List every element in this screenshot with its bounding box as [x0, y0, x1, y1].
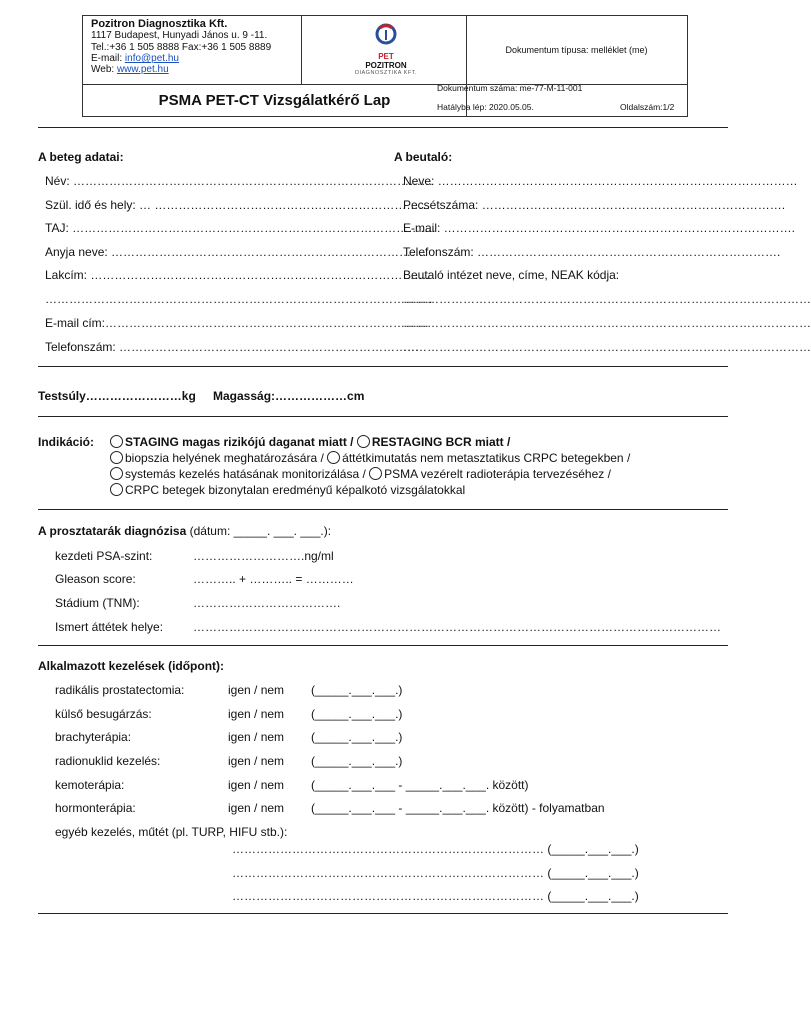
document-number: Dokumentum száma: me-77-M-11-001 — [437, 83, 583, 93]
treatment-date-field[interactable]: (_____.___.___.) — [311, 683, 403, 697]
treatment-yes-no[interactable]: igen / nem — [228, 778, 285, 792]
radio-metastasis[interactable] — [327, 451, 340, 464]
other-treatment-line[interactable]: …………………………………………………………………… (_____.___.___.) — [232, 866, 639, 880]
patient-heading: A beteg adatai: — [38, 150, 124, 164]
option-metastasis: áttétkimutatás nem metasztatikus CRPC betegekben / — [342, 451, 631, 465]
patient-mother-field[interactable]: Anyja neve: ……………………………………………………………………. — [45, 245, 427, 259]
company-email-link[interactable]: info@pet.hu — [124, 52, 179, 64]
patient-phone-field[interactable]: Telefonszám: ………………………………………………………………… — [45, 340, 420, 354]
effective-date: Hatályba lép: 2020.05.05. — [437, 102, 534, 112]
patient-address-field[interactable]: Lakcím: …………………………………………………………………………. — [45, 268, 430, 282]
treatment-label: radikális prostatectomia: — [55, 683, 185, 697]
treatment-date-field[interactable]: (_____.___.___ - _____.___.___. között) — [311, 778, 529, 792]
psa-label: kezdeti PSA-szint: — [55, 549, 153, 563]
mets-label: Ismert áttétek helye: — [55, 620, 164, 634]
treatment-date-field[interactable]: (_____.___.___.) — [311, 730, 403, 744]
radio-monitoring[interactable] — [110, 467, 123, 480]
company-phone-fax: Tel.:+36 1 505 8888 Fax:+36 1 505 8889 — [91, 41, 272, 53]
radio-restaging[interactable] — [357, 435, 370, 448]
patient-name-field[interactable]: Név: ……………………………………………………………………………… — [45, 174, 434, 188]
document-header — [82, 15, 688, 117]
separator-line — [38, 645, 728, 646]
treatment-yes-no[interactable]: igen / nem — [228, 730, 285, 744]
treatment-label: hormonterápia: — [55, 801, 136, 815]
treatment-date-field[interactable]: (_____.___.___ - _____.___.___. között) - folyamatban — [311, 801, 605, 815]
page-number: Oldalszám:1/2 — [620, 102, 675, 112]
referrer-stamp-field[interactable]: Pecsétszáma: …………………………………………………………………. — [403, 198, 786, 212]
pozitron-logo — [341, 22, 431, 82]
separator-line — [38, 127, 728, 128]
mets-field[interactable]: …………………………………………………………………………………………………………………… — [193, 620, 721, 634]
patient-taj-field[interactable]: TAJ: ………………………………………………………………………………. — [45, 221, 436, 235]
treatment-yes-no[interactable]: igen / nem — [228, 801, 285, 815]
option-staging: STAGING magas rizikójú daganat miatt / — [125, 435, 354, 449]
radio-staging[interactable] — [110, 435, 123, 448]
referrer-heading: A beutaló: — [394, 150, 453, 164]
diagnosis-date-field[interactable]: (dátum: _____. ___. ___.): — [186, 524, 332, 538]
option-radiotherapy: PSMA vezérelt radioterápia tervezéséhez / — [384, 467, 611, 481]
option-monitoring: systemás kezelés hatásának monitorizálása / — [125, 467, 366, 481]
referrer-institute-line[interactable]: ………………………………………………………………………………………… — [403, 316, 811, 330]
stage-field[interactable]: ………………………………. — [193, 596, 341, 610]
radio-radiotherapy[interactable] — [369, 467, 382, 480]
email-label: E-mail: — [91, 52, 125, 64]
diagnosis-heading: A prosztatarák diagnózisa — [38, 524, 187, 538]
other-treatment-label: egyéb kezelés, műtét (pl. TURP, HIFU stb.): — [55, 825, 288, 839]
referrer-institute-label: Beutaló intézet neve, címe, NEAK kódja: — [403, 268, 620, 282]
treatment-yes-no[interactable]: igen / nem — [228, 754, 285, 768]
stage-label: Stádium (TNM): — [55, 596, 140, 610]
pet-logo-icon — [371, 22, 401, 48]
patient-address2-field[interactable]: ……………………………………………………………………………………. — [45, 292, 433, 306]
patient-email-field[interactable]: E-mail cím:……………………………………………………………………… — [45, 316, 429, 330]
separator-line — [38, 913, 728, 914]
indication-label: Indikáció: — [38, 435, 95, 449]
treatment-label: brachyterápia: — [55, 730, 132, 744]
treatment-date-field[interactable]: (_____.___.___.) — [311, 754, 403, 768]
option-biopsy: biopszia helyének meghatározására / — [125, 451, 324, 465]
referrer-email-field[interactable]: E-mail: ……………………………………………………………………………. — [403, 221, 796, 235]
referrer-institute-line[interactable]: ………………………………………………………………………………………… — [403, 340, 811, 354]
treatment-label: kemoterápia: — [55, 778, 125, 792]
logo-pet-text: PET — [378, 52, 394, 61]
gleason-field[interactable]: ……….. + ……….. = ………… — [193, 572, 354, 586]
radio-crpc[interactable] — [110, 483, 123, 496]
form-title: PSMA PET-CT Vizsgálatkérő Lap — [158, 92, 391, 109]
web-label: Web: — [91, 64, 117, 76]
patient-birth-field[interactable]: Szül. idő és hely: … …………………………………………………………… — [45, 198, 431, 212]
psa-field[interactable]: ……………………….ng/ml — [193, 549, 334, 563]
referrer-name-field[interactable]: Neve: ……………………………………………………………………………… — [403, 174, 798, 188]
height-field[interactable]: Magasság:………………cm — [213, 389, 365, 403]
referrer-institute-line[interactable]: ………………………………………………………………………………………… — [403, 292, 811, 306]
company-web-link[interactable]: www.pet.hu — [116, 64, 169, 76]
company-name: Pozitron Diagnosztika Kft. — [91, 18, 228, 30]
other-treatment-line[interactable]: …………………………………………………………………… (_____.___.___.) — [232, 842, 639, 856]
weight-field[interactable]: Testsúly……………………kg — [38, 389, 196, 403]
treatment-label: külső besugárzás: — [55, 707, 152, 721]
separator-line — [38, 416, 728, 417]
treatments-heading: Alkalmazott kezelések (időpont): — [38, 659, 225, 673]
company-address: 1117 Budapest, Hunyadi János u. 9 -11. — [91, 30, 268, 42]
document-type: Dokumentum típusa: melléklet (me) — [505, 45, 648, 55]
separator-line — [38, 509, 728, 510]
separator-line — [38, 366, 728, 367]
other-treatment-line[interactable]: …………………………………………………………………… (_____.___.___.) — [232, 889, 639, 903]
treatment-yes-no[interactable]: igen / nem — [228, 707, 285, 721]
treatment-yes-no[interactable]: igen / nem — [228, 683, 285, 697]
option-crpc: CRPC betegek bizonytalan eredményű képalkotó vizsgálatokkal — [125, 483, 466, 497]
logo-sub-text: DIAGNOSZTIKA KFT. — [355, 70, 417, 76]
treatment-date-field[interactable]: (_____.___.___.) — [311, 707, 403, 721]
logo-name-text: POZITRON — [365, 61, 407, 70]
treatment-label: radionuklid kezelés: — [55, 754, 161, 768]
option-restaging: RESTAGING BCR miatt / — [371, 435, 511, 449]
radio-biopsy[interactable] — [110, 451, 123, 464]
gleason-label: Gleason score: — [55, 572, 136, 586]
company-info — [91, 19, 271, 75]
referrer-phone-field[interactable]: Telefonszám: …………………………………………………………………. — [403, 245, 781, 259]
